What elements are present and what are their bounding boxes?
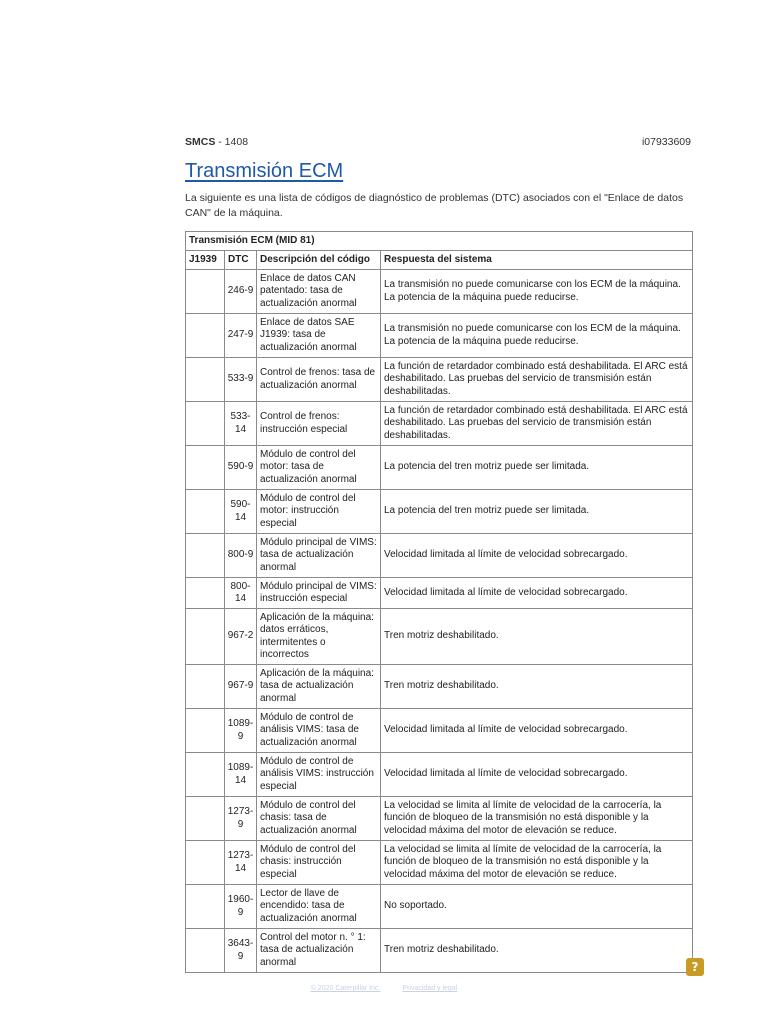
table-row (186, 578, 693, 609)
description-cell: Módulo de control del chasis: instrucción especial (257, 841, 381, 885)
response-cell: No soportado. (381, 885, 693, 929)
smcs-code (185, 136, 248, 148)
response-cell: La función de retardador combinado está deshabilitada. El ARC está deshabilitado. Las pruebas del servicio de transmisión están deshabilitadas. (381, 402, 693, 446)
description-cell: Módulo de control del motor: instrucción especial (257, 490, 381, 534)
description-cell: Enlace de datos CAN patentado: tasa de actualización anormal (257, 270, 381, 314)
smcs-label: SMCS (185, 136, 216, 148)
description-cell: Enlace de datos SAE J1939: tasa de actualización anormal (257, 314, 381, 358)
dtc-code-cell: 247-9 (225, 314, 257, 358)
dtc-code-cell: 1273-14 (225, 841, 257, 885)
dtc-code-cell: 533-9 (225, 358, 257, 402)
dtc-code-cell: 590-14 (225, 490, 257, 534)
j1939-cell (186, 753, 225, 797)
j1939-cell (186, 709, 225, 753)
response-cell: La velocidad se limita al límite de velocidad de la carrocería, la función de bloqueo de la transmisión no está disponible y la velocidad máxima del motor de elevación se reduce. (381, 797, 693, 841)
help-button[interactable] (686, 958, 704, 976)
description-cell: Módulo principal de VIMS: instrucción especial (257, 578, 381, 609)
smcs-value: - 1408 (215, 136, 249, 148)
j1939-cell (186, 490, 225, 534)
response-cell: Tren motriz deshabilitado. (381, 665, 693, 709)
dtc-code-cell: 1273-9 (225, 797, 257, 841)
j1939-cell (186, 534, 225, 578)
j1939-cell (186, 270, 225, 314)
j1939-cell (186, 358, 225, 402)
dtc-table (185, 231, 693, 973)
question-icon: ? (691, 960, 699, 974)
dtc-code-cell: 1960-9 (225, 885, 257, 929)
j1939-cell (186, 609, 225, 665)
description-cell: Control del motor n. ° 1: tasa de actualización anormal (257, 929, 381, 973)
dtc-code-cell: 967-2 (225, 609, 257, 665)
table-row (186, 885, 693, 929)
description-cell: Módulo de control de análisis VIMS: tasa de actualización anormal (257, 709, 381, 753)
j1939-cell (186, 929, 225, 973)
table-row (186, 709, 693, 753)
j1939-cell (186, 314, 225, 358)
dtc-code-cell: 533-14 (225, 402, 257, 446)
dtc-code-cell: 800-9 (225, 534, 257, 578)
response-cell: Velocidad limitada al límite de velocidad sobrecargado. (381, 709, 693, 753)
description-cell: Control de frenos: tasa de actualización anormal (257, 358, 381, 402)
copyright-link[interactable]: © 2020 Caterpillar Inc. (310, 985, 381, 992)
column-header-dtc: DTC (225, 251, 257, 270)
response-cell: La velocidad se limita al límite de velocidad de la carrocería, la función de bloqueo de la transmisión no está disponible y la velocidad máxima del motor de elevación se reduce. (381, 841, 693, 885)
table-row (186, 270, 693, 314)
response-cell: Tren motriz deshabilitado. (381, 609, 693, 665)
column-header-description: Descripción del código (257, 251, 381, 270)
table-row (186, 490, 693, 534)
description-cell: Módulo de control del motor: tasa de actualización anormal (257, 446, 381, 490)
dtc-code-cell: 3643-9 (225, 929, 257, 973)
intro-paragraph: La siguiente es una lista de códigos de diagnóstico de problemas (DTC) asociados con el "Enlace de datos CAN" de la máquina. (185, 192, 684, 219)
table-row (186, 446, 693, 490)
table-row (186, 609, 693, 665)
table-row (186, 402, 693, 446)
description-cell: Módulo de control de análisis VIMS: instrucción especial (257, 753, 381, 797)
j1939-cell (186, 578, 225, 609)
description-cell: Módulo de control del chasis: tasa de actualización anormal (257, 797, 381, 841)
table-row (186, 841, 693, 885)
j1939-cell (186, 402, 225, 446)
table-row (186, 797, 693, 841)
table-row (186, 753, 693, 797)
dtc-code-cell: 800-14 (225, 578, 257, 609)
page-title[interactable]: Transmisión ECM (185, 160, 344, 182)
description-cell: Control de frenos: instrucción especial (257, 402, 381, 446)
dtc-code-cell: 967-9 (225, 665, 257, 709)
table-caption: Transmisión ECM (MID 81) (186, 232, 693, 251)
privacy-link[interactable]: Privacidad y legal (402, 985, 458, 992)
response-cell: La transmisión no puede comunicarse con los ECM de la máquina. La potencia de la máquina puede reducirse. (381, 314, 693, 358)
dtc-code-cell: 590-9 (225, 446, 257, 490)
response-cell: La potencia del tren motriz puede ser limitada. (381, 490, 693, 534)
document-id: i07933609 (641, 136, 691, 148)
table-row (186, 929, 693, 973)
table-row (186, 665, 693, 709)
response-cell: La potencia del tren motriz puede ser limitada. (381, 446, 693, 490)
j1939-cell (186, 797, 225, 841)
j1939-cell (186, 446, 225, 490)
dtc-code-cell: 246-9 (225, 270, 257, 314)
response-cell: Tren motriz deshabilitado. (381, 929, 693, 973)
page-footer (0, 985, 768, 992)
column-header-response: Respuesta del sistema (381, 251, 693, 270)
dtc-code-cell: 1089-9 (225, 709, 257, 753)
response-cell: La función de retardador combinado está deshabilitada. El ARC está deshabilitado. Las pruebas del servicio de transmisión están deshabilitadas. (381, 358, 693, 402)
table-row (186, 314, 693, 358)
description-cell: Aplicación de la máquina: datos erráticos, intermitentes o incorrectos (257, 609, 381, 665)
table-row (186, 534, 693, 578)
description-cell: Lector de llave de encendido: tasa de actualización anormal (257, 885, 381, 929)
response-cell: La transmisión no puede comunicarse con los ECM de la máquina. La potencia de la máquina puede reducirse. (381, 270, 693, 314)
response-cell: Velocidad limitada al límite de velocidad sobrecargado. (381, 578, 693, 609)
dtc-code-cell: 1089-14 (225, 753, 257, 797)
response-cell: Velocidad limitada al límite de velocidad sobrecargado. (381, 534, 693, 578)
j1939-cell (186, 665, 225, 709)
j1939-cell (186, 885, 225, 929)
document-header (185, 136, 691, 148)
j1939-cell (186, 841, 225, 885)
description-cell: Aplicación de la máquina: tasa de actualización anormal (257, 665, 381, 709)
table-row (186, 358, 693, 402)
column-header-j1939: J1939 (186, 251, 225, 270)
response-cell: Velocidad limitada al límite de velocidad sobrecargado. (381, 753, 693, 797)
description-cell: Módulo principal de VIMS: tasa de actualización anormal (257, 534, 381, 578)
